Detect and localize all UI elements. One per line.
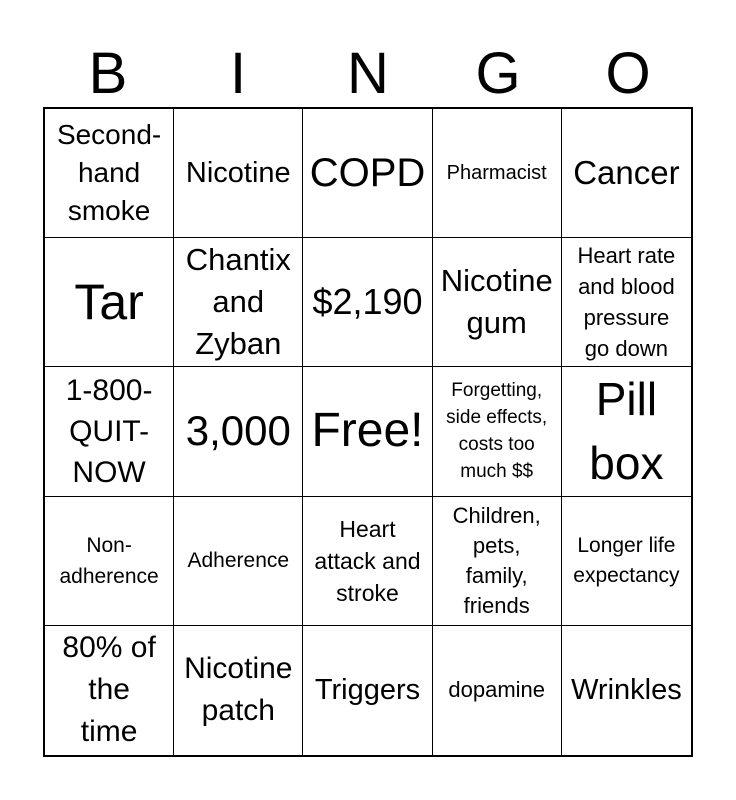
cell-text: Children, pets, family, friends	[452, 502, 541, 618]
cell-text: Pharmacist	[446, 162, 547, 185]
cell-text: COPD	[309, 151, 426, 196]
bingo-cell[interactable]	[433, 238, 562, 367]
bingo-cell[interactable]	[562, 626, 691, 755]
cell-text: Tar	[74, 274, 144, 331]
bingo-cell[interactable]	[562, 238, 691, 367]
bingo-cell[interactable]	[433, 367, 562, 496]
cell-text: Nicotine	[185, 157, 291, 190]
cell-text: Heart rate and blood pressure go down	[577, 243, 676, 362]
header-letter-o: O	[605, 41, 651, 106]
bingo-cell[interactable]	[45, 497, 174, 626]
bingo-cell[interactable]	[433, 626, 562, 755]
cell-text: dopamine	[448, 677, 546, 703]
bingo-cell[interactable]	[303, 497, 432, 626]
bingo-cell[interactable]	[174, 109, 303, 238]
cell-text: Forgetting, side effects, costs too much $$	[446, 380, 548, 483]
bingo-cell[interactable]	[433, 109, 562, 238]
bingo-cell[interactable]	[303, 626, 432, 755]
cell-text: Cancer	[573, 154, 680, 192]
cell-text: Free!	[311, 404, 424, 458]
cell-text: Triggers	[314, 674, 421, 707]
bingo-cell[interactable]	[174, 497, 303, 626]
bingo-cell[interactable]	[303, 367, 432, 496]
cell-text: Heart attack and stroke	[314, 515, 421, 606]
cell-text: Non- adherence	[59, 533, 159, 588]
header-letter-b: B	[88, 41, 128, 106]
cell-text: Pill box	[589, 373, 664, 490]
bingo-cell[interactable]	[45, 367, 174, 496]
bingo-cell[interactable]	[174, 367, 303, 496]
cell-text: 80% of the time	[62, 631, 156, 749]
bingo-cell[interactable]	[433, 497, 562, 626]
cell-text: Nicotine gum	[440, 263, 553, 341]
header-letter-g: G	[475, 41, 521, 106]
bingo-cell[interactable]	[174, 238, 303, 367]
cell-text: Nicotine patch	[184, 652, 293, 728]
bingo-board	[43, 107, 693, 757]
header-letter-i: I	[229, 41, 247, 106]
bingo-header	[43, 40, 693, 108]
bingo-cell[interactable]	[562, 109, 691, 238]
bingo-cell[interactable]	[45, 238, 174, 367]
header-letter-n: N	[347, 41, 389, 106]
cell-text: Adherence	[187, 548, 290, 572]
bingo-cell[interactable]	[174, 626, 303, 755]
bingo-cell[interactable]	[303, 109, 432, 238]
cell-text: Second- hand smoke	[56, 119, 162, 227]
cell-text: 3,000	[185, 407, 291, 455]
cell-text: Longer life expectancy	[573, 533, 680, 587]
bingo-cell[interactable]	[45, 109, 174, 238]
bingo-cell[interactable]	[562, 497, 691, 626]
bingo-cell[interactable]	[303, 238, 432, 367]
cell-text: Chantix and Zyban	[185, 242, 291, 362]
bingo-cell[interactable]	[562, 367, 691, 496]
cell-text: 1-800- QUIT- NOW	[65, 373, 153, 489]
cell-text: Wrinkles	[571, 674, 682, 707]
cell-text: $2,190	[312, 281, 423, 323]
bingo-cell[interactable]	[45, 626, 174, 755]
